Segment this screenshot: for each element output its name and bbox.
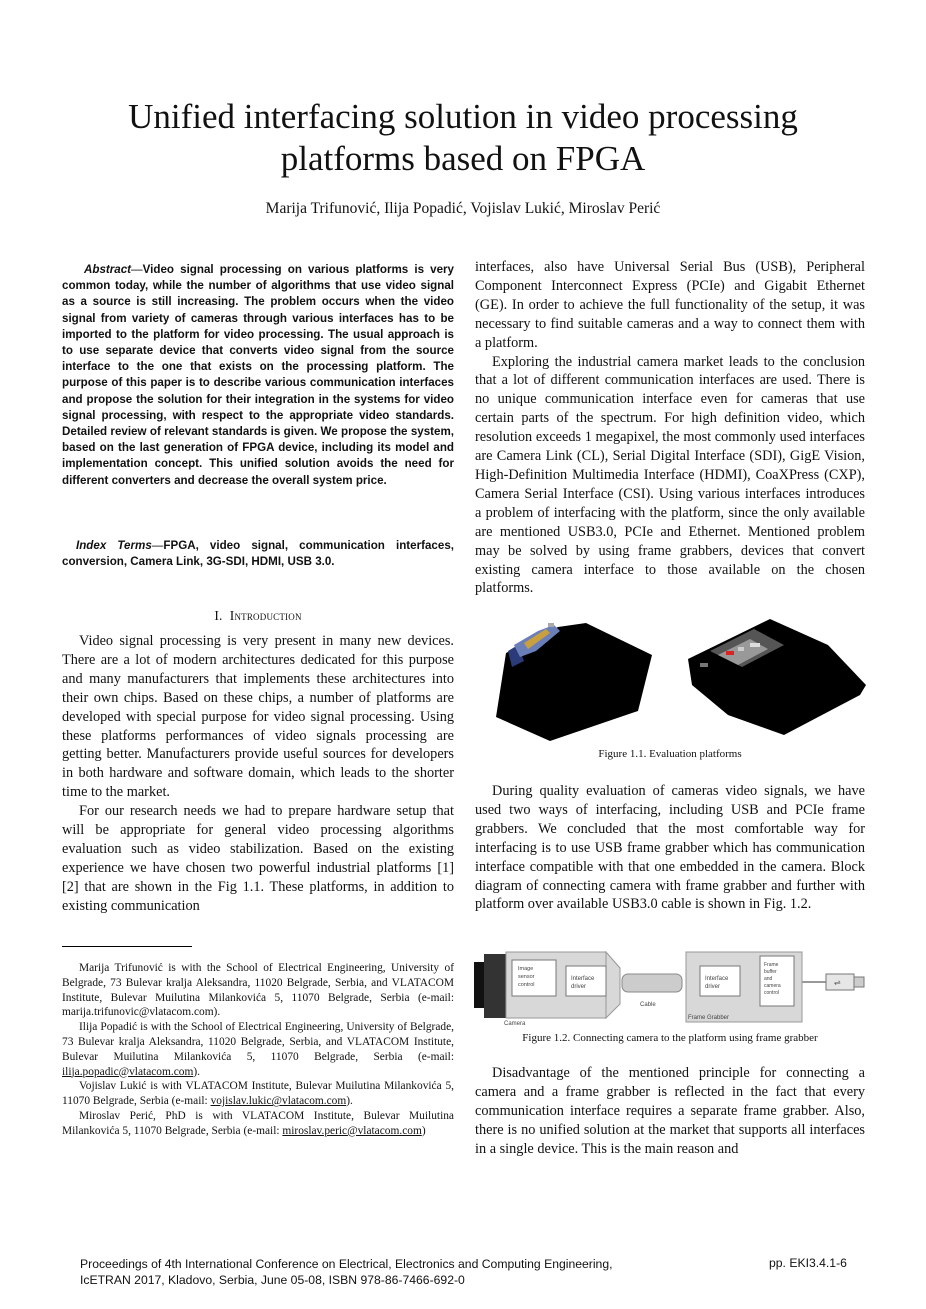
svg-text:camera: camera — [764, 983, 781, 989]
svg-text:buffer: buffer — [764, 969, 777, 975]
usb-cable — [802, 974, 864, 990]
footer-line-1: Proceedings of 4th International Conference on Electrical, Electronics and Computing Engineering, — [80, 1257, 613, 1271]
index-terms-label: Index Terms — [76, 539, 152, 552]
footnote-2: Ilija Popadić is with the School of Electrical Engineering, University of Belgrade, 73 Bulevar kralja Aleksandra, 11020 Belgrade, Serbia, and VLATACOM Institute, Bulevar Muilutina Milankovića 5, 11070 Belgrade, Serbia (e-mail: ilija.popadic@vlatacom.com). — [62, 1021, 454, 1078]
right-column-top — [475, 258, 865, 598]
section-number: I. — [214, 608, 223, 623]
image-sensor-label-2: sensor — [518, 974, 535, 980]
footnote-3-email[interactable]: vojislav.lukic@vlatacom.com — [210, 1095, 347, 1108]
proceedings-footer — [80, 1256, 613, 1288]
author-list: Marija Trifunović, Ilija Popadić, Vojislav Lukić, Miroslav Perić — [265, 200, 661, 217]
intro-body — [62, 632, 454, 916]
footnote-3: Vojislav Lukić is with VLATACOM Institute, Bulevar Muilutina Milankovića 5, 11070 Belgrade, Serbia (e-mail: vojislav.lukic@vlatacom.com). — [62, 1080, 454, 1108]
index-terms-text: FPGA, video signal, communication interfaces, conversion, Camera Link, 3G-SDI, HDMI, USB 3.0. — [62, 539, 454, 569]
right-paragraph-0: interfaces, also have Universal Serial Bus (USB), Peripheral Component Interconnect Express (PCIe) and Gigabit Ethernet (GE). In order to achieve the full functionality of the setup, it was necessary to find suitable cameras and a way to connect them with a platform. — [475, 259, 865, 351]
platform-board-right — [688, 619, 866, 735]
camera-interface-label-2: driver — [571, 984, 587, 990]
image-sensor-label-1: Image — [518, 966, 534, 972]
frame-grabber-block — [686, 952, 802, 1022]
fg-interface-label-2: driver — [705, 984, 721, 990]
usb-icon: ⇌ — [834, 978, 841, 987]
section-heading — [62, 608, 454, 624]
camera-interface-label-1: Interface — [571, 976, 595, 982]
right-paragraph-1: Exploring the industrial camera market leads to the conclusion that a lot of different communication interfaces are used. There is no unique communication interface even for cameras that use certain parts of the spectrum. For high definition video, which resolution exceeds 1 megapixel, the most commonly used interfaces are Camera Link (CL), Serial Digital Interface (SDI), GigE Vision, High-Definition Multimedia Interface (HDMI), CoaXPress (CXP), Camera Serial Interface (CSI). Using various interfaces introduces a problem of interfacing with the platform, since the only available are mentioned USB3.0, PCIe and Ethernet. Mentioned problem may be solved by using frame grabbers, devices that convert existing camera interface to those available on the chosen platforms. — [475, 353, 865, 597]
image-sensor-label-3: control — [518, 982, 535, 988]
footnote-4-email[interactable]: miroslav.peric@vlatacom.com — [282, 1124, 422, 1137]
frame-grabber-diagram — [474, 948, 866, 1028]
frame-grabber-label: Frame Grabber — [688, 1015, 730, 1021]
svg-text:and: and — [764, 976, 773, 982]
abstract-text: Video signal processing on various platforms is very common today, while the number of algorithms that use video signal as a source is still increasing. The problem occurs when the video signal from variety of cameras through various interfaces has to be imported to the platform for video processing. The usual approach is to use separate device that converts video signal from the source interface to the one that exists on the processing platform. The purpose of this paper is to describe various communication interfaces and propose the solution for their integration in the systems for video signal processing, with respect to the appropriate video standards. Detailed review of relevant standards is given. We propose the system, based on the last generation of FPGA device, including its model and implementation concept. This unified solution avoids the need for different converters and decrease the overall system price. — [62, 263, 454, 487]
right-paragraph-3: Disadvantage of the mentioned principle for connecting a camera and a frame grabber is reflected in the fact that every communication interface requires a separate frame grabber. Also, there is no unified solution at the market that supports all interfaces in a single device. This is the main reason and — [475, 1065, 865, 1157]
abstract-label: Abstract — [84, 263, 132, 276]
footnote-1: Marija Trifunović is with the School of Electrical Engineering, University of Belgrade, 73 Bulevar kralja Aleksandra, 11020 Belgrade, Serbia, and VLATACOM Institute, Bulevar Muilutina Milankovića 5, 11070 Belgrade, Serbia (e-mail: marija.trifunovic@vlatacom.com). — [62, 962, 454, 1019]
right-paragraph-2: During quality evaluation of cameras video signals, we have used two ways of interfacing, including USB and PCIe frame grabbers. We concluded that the most comfortable way for interfacing is to use USB frame grabber which has communication interface compatible with that one embedded in the camera. Block diagram of connecting camera with frame grabber and further with platform over available USB3.0 cable is shown in Fig. 1.2. — [475, 783, 865, 913]
platform-board-left — [496, 623, 652, 741]
footer-line-2: IcETRAN 2017, Kladovo, Serbia, June 05-08, ISBN 978-86-7466-692-0 — [80, 1273, 465, 1287]
footnote-divider — [62, 946, 192, 947]
svg-text:control: control — [764, 990, 780, 996]
fg-interface-label-1: Interface — [705, 976, 729, 982]
index-terms — [62, 538, 454, 570]
cable-label: Cable — [640, 1002, 656, 1008]
footnotes — [62, 961, 454, 1139]
intro-paragraph-1: Video signal processing is very present in many new devices. There are a lot of modern architectures dedicated for this purpose and many manufacturers that implements these architectures into their own chips. Based on these chips, a number of platforms are developed with special purpose for video signal processing. Using these platforms performances of video signals processing are getting better. Manufacturers provide useful sources for developers in both hardware and software domain, which leads to the shorter time to the market. — [62, 633, 454, 801]
footnote-2-email[interactable]: ilija.popadic@vlatacom.com — [62, 1065, 194, 1078]
abstract-dash: — — [131, 263, 143, 276]
figure-1-caption: Figure 1.1. Evaluation platforms — [598, 748, 742, 760]
camera-block — [474, 952, 620, 1027]
camera-label: Camera — [504, 1021, 526, 1027]
page-number: pp. EKI3.4.1-6 — [769, 1256, 847, 1270]
intro-paragraph-2: For our research needs we had to prepare hardware setup that will be appropriate for general video processing algorithms evaluation such as video stabilization. Based on the existing experience we have chosen two powerful industrial platforms [1] [2] that are shown in the Fig 1.1. These platforms, in addition to existing communication — [62, 803, 454, 914]
index-terms-dash: — — [151, 539, 164, 552]
paper-title: Unified interfacing solution in video processing platforms based on FPGA — [128, 97, 798, 178]
svg-text:Frame: Frame — [764, 962, 779, 968]
evaluation-platforms-figure — [488, 615, 868, 743]
footnote-4: Miroslav Perić, PhD is with VLATACOM Institute, Bulevar Muilutina Milankovića 5, 11070 Belgrade, Serbia (e-mail: miroslav.peric@vlatacom.com) — [62, 1109, 454, 1137]
cable-block — [622, 974, 682, 1008]
section-title: Introduction — [229, 608, 302, 623]
right-column-middle — [475, 782, 865, 914]
figure-2-caption: Figure 1.2. Connecting camera to the platform using frame grabber — [522, 1032, 818, 1044]
abstract — [62, 262, 454, 489]
right-column-bottom — [475, 1064, 865, 1159]
